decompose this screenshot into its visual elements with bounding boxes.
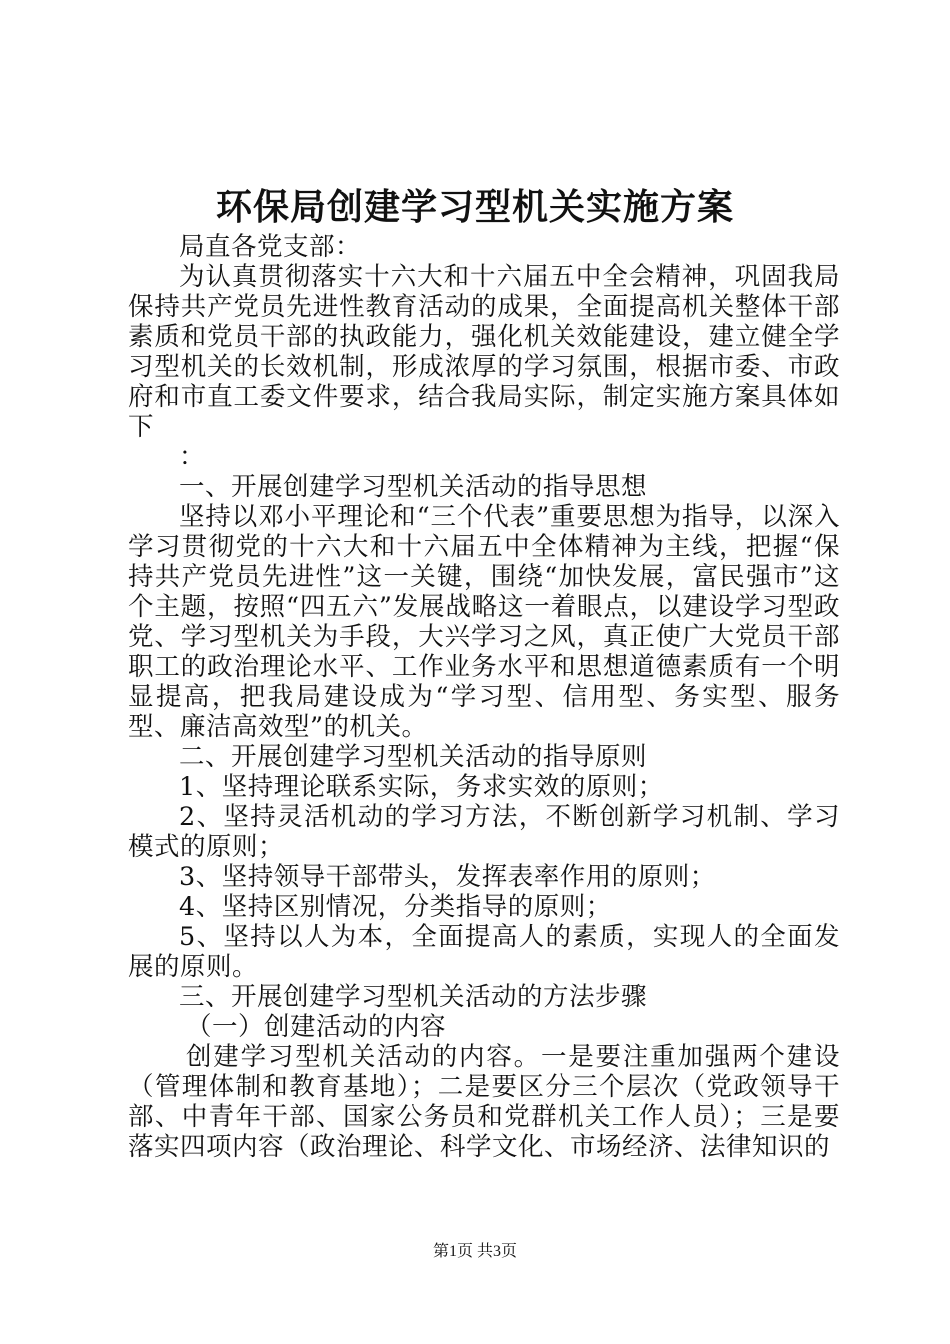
intro-colon: ： <box>179 442 206 472</box>
subsection-heading-1: （一）创建活动的内容 <box>186 1012 447 1042</box>
section-heading-3: 三、开展创建学习型机关活动的方法步骤 <box>179 982 648 1012</box>
content-paragraph: 创建学习型机关活动的内容。一是要注重加强两个建设（管理体制和教育基地）；二是要区分三个层次（党政领导干部、中青年干部、国家公务员和党群机关工作人员）；三是要落实四项内容（政治理论、科学文化、市场经济、法律知识的 <box>128 1042 840 1162</box>
guiding-thought-paragraph: 坚持以邓小平理论和“三个代表”重要思想为指导，以深入学习贯彻党的十六大和十六届五中全体精神为主线，把握“保持共产党员先进性”这一关键，围绕“加快发展，富民强市”这个主题，按照“四五六”发展战略这一着眼点，以建设学习型政党、学习型机关为手段，大兴学习之风，真正使广大党员干部职工的政治理论水平、工作业务水平和思想道德素质有一个明显提高，把我局建设成为“学习型、信用型、务实型、服务型、廉洁高效型”的机关。 <box>128 502 840 742</box>
principle-item-2: 2、坚持灵活机动的学习方法，不断创新学习机制、学习模式的原则； <box>128 802 840 862</box>
principle-item-3: 3、坚持领导干部带头，发挥表率作用的原则； <box>179 862 716 892</box>
principle-item-1: 1、坚持理论联系实际，务求实效的原则； <box>179 772 664 802</box>
section-heading-2: 二、开展创建学习型机关活动的指导原则 <box>179 742 648 772</box>
page-number-footer: 第1页 共3页 <box>432 1243 517 1260</box>
intro-paragraph: 为认真贯彻落实十六大和十六届五中全会精神，巩固我局保持共产党员先进性教育活动的成果，全面提高机关整体干部素质和党员干部的执政能力，强化机关效能建设，建立健全学习型机关的长效机制，形成浓厚的学习氛围，根据市委、市政府和市直工委文件要求，结合我局实际，制定实施方案具体如下 <box>128 262 840 442</box>
section-heading-1: 一、开展创建学习型机关活动的指导思想 <box>179 472 648 502</box>
document-body <box>128 232 840 1162</box>
principle-item-4: 4、坚持区别情况，分类指导的原则； <box>179 892 612 922</box>
document-title: 环保局创建学习型机关实施方案 <box>215 187 734 228</box>
salutation: 局直各党支部： <box>179 232 362 262</box>
principle-item-5: 5、坚持以人为本，全面提高人的素质，实现人的全面发展的原则。 <box>128 922 840 982</box>
